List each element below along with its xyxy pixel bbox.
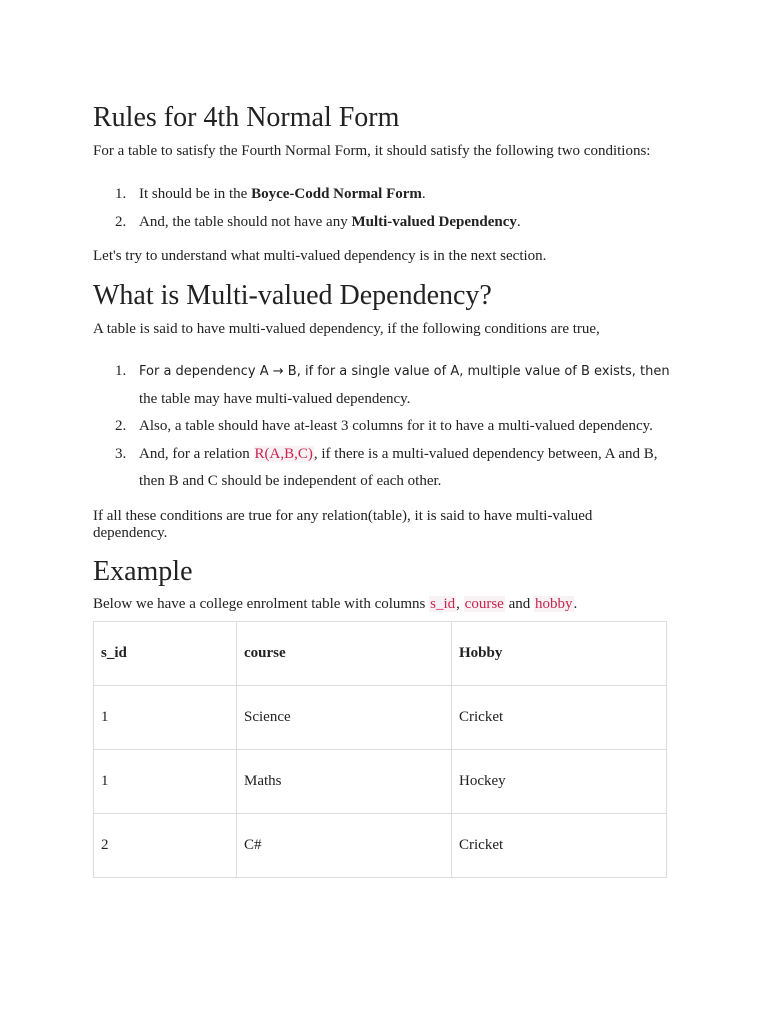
list-item: 2. Also, a table should have at-least 3 columns for it to have a multi-valued dependency. — [93, 413, 673, 441]
table-header-row — [94, 622, 667, 686]
table-cell: Maths — [237, 750, 452, 814]
table-cell: Science — [237, 686, 452, 750]
mvd-conditions-list — [93, 358, 673, 496]
table-cell: 1 — [94, 750, 237, 814]
enrolment-table — [93, 621, 667, 878]
list-number: 2. — [115, 213, 127, 230]
intro-4nf: For a table to satisfy the Fourth Normal Form, it should satisfy the following two conditions: — [93, 143, 651, 159]
code-s-id: s_id — [430, 596, 456, 612]
table-cell: 1 — [94, 686, 237, 750]
example-intro: Below we have a college enrolment table with columns s_id, course and hobby. — [93, 596, 578, 612]
table-cell: Cricket — [452, 686, 667, 750]
table-cell: 2 — [94, 814, 237, 878]
conclusion-text: If all these conditions are true for any relation(table), it is said to have multi-valued dependency. — [93, 508, 593, 541]
code-course: course — [464, 596, 504, 612]
table-cell: Cricket — [452, 814, 667, 878]
code-hobby: hobby — [535, 596, 573, 612]
table-cell: C# — [237, 814, 452, 878]
list-number: 3. — [115, 445, 127, 462]
transition-text: Let's try to understand what multi-valued dependency is in the next section. — [93, 248, 547, 264]
table-row — [94, 686, 667, 750]
heading-example: Example — [93, 556, 193, 587]
heading-4nf: Rules for 4th Normal Form — [93, 102, 400, 133]
table-row — [94, 814, 667, 878]
mvd-term: Multi-valued Dependency — [351, 213, 517, 230]
relation-code: R(A,B,C) — [254, 445, 313, 462]
list-number: 1. — [115, 186, 127, 202]
intro-mvd: A table is said to have multi-valued dependency, if the following conditions are true, — [93, 321, 600, 337]
table-cell: Hockey — [452, 750, 667, 814]
list-number: 1. — [115, 363, 127, 379]
list-item: 1. For a dependency A → B, if for a single value of A, multiple value of B exists, then the table may have multi-valued dependency. — [93, 358, 673, 413]
list-item: 1. It should be in the Boyce-Codd Normal Form. — [93, 181, 673, 209]
list-item: 3. And, for a relation R(A,B,C), if there is a multi-valued dependency between, A and B, then B and C should be independent of each other. — [93, 441, 673, 496]
list-number: 2. — [115, 418, 127, 434]
column-header-course: course — [237, 622, 452, 686]
heading-mvd: What is Multi-valued Dependency? — [93, 280, 492, 311]
list-item: 2. And, the table should not have any Multi-valued Dependency. — [93, 209, 673, 237]
column-header-hobby: Hobby — [452, 622, 667, 686]
bcnf-term: Boyce-Codd Normal Form — [251, 186, 422, 202]
conditions-list — [93, 181, 673, 236]
column-header-s-id: s_id — [94, 622, 237, 686]
table-row — [94, 750, 667, 814]
